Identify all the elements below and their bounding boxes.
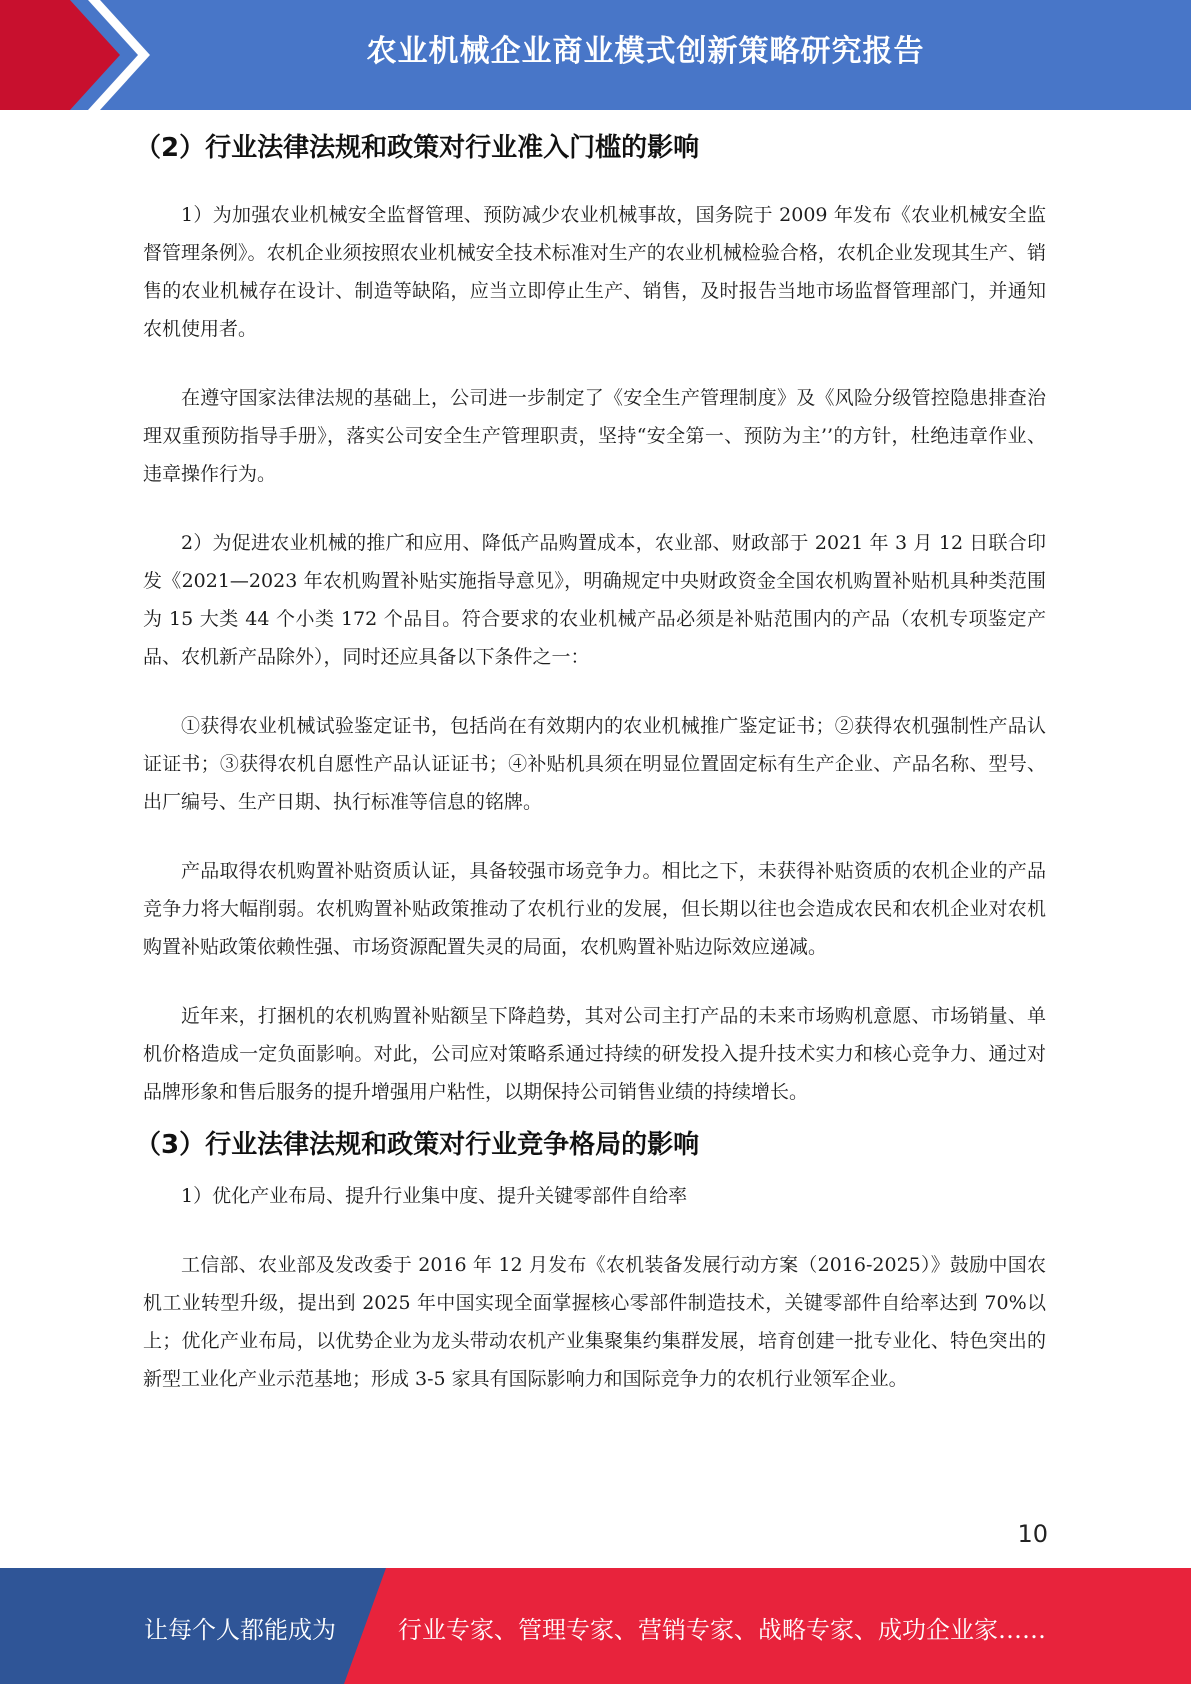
footer-slogan-right: 行业专家、管理专家、营销专家、战略专家、成功企业家…… bbox=[398, 1616, 1046, 1644]
paragraph: 1）优化产业布局、提升行业集中度、提升关键零部件自给率 bbox=[181, 1185, 688, 1207]
page-header bbox=[0, 0, 1191, 110]
report-title: 农业机械企业商业模式创新策略研究报告 bbox=[366, 34, 925, 69]
paragraph: 1）为加强农业机械安全监督管理、预防减少农业机械事故，国务院于 2009 年发布《农业机械安全监督管理条例》。农机企业须按照农业机械安全技术标准对生产的农业机械检验合格，农机企业发现其生产、销售的农业机械存在设计、制造等缺陷，应当立即停止生产、销售，及时报告当地市场监督管理部门，并通知农机使用者。 bbox=[143, 204, 1046, 340]
page-number: 10 bbox=[1017, 1520, 1048, 1548]
section-heading-3: （3）行业法律法规和政策对行业竞争格局的影响 bbox=[135, 1130, 700, 1160]
paragraph: ①获得农业机械试验鉴定证书，包括尚在有效期内的农业机械推广鉴定证书；②获得农机强制性产品认证证书；③获得农机自愿性产品认证证书；④补贴机具须在明显位置固定标有生产企业、产品名称、型号、出厂编号、生产日期、执行标准等信息的铭牌。 bbox=[143, 715, 1046, 813]
paragraph: 工信部、农业部及发改委于 2016 年 12 月发布《农机装备发展行动方案（2016-2025）》鼓励中国农机工业转型升级，提出到 2025 年中国实现全面掌握核心零部件制造技术，关键零部件自给率达到 70%以上；优化产业布局，以优势企业为龙头带动农机产业集聚集约集群发展，培育创建一批专业化、特色突出的新型工业化产业示范基地；形成 3-5 家具有国际影响力和国际竞争力的农机行业领军企业。 bbox=[143, 1254, 1046, 1390]
paragraph: 近年来，打捆机的农机购置补贴额呈下降趋势，其对公司主打产品的未来市场购机意愿、市场销量、单机价格造成一定负面影响。对此，公司应对策略系通过持续的研发投入提升技术实力和核心竞争力、通过对品牌形象和售后服务的提升增强用户粘性，以期保持公司销售业绩的持续增长。 bbox=[143, 1005, 1046, 1103]
paragraph: 产品取得农机购置补贴资质认证，具备较强市场竞争力。相比之下，未获得补贴资质的农机企业的产品竞争力将大幅削弱。农机购置补贴政策推动了农机行业的发展，但长期以往也会造成农民和农机企业对农机购置补贴政策依赖性强、市场资源配置失灵的局面，农机购置补贴边际效应递减。 bbox=[143, 860, 1046, 958]
section-heading-2: （2）行业法律法规和政策对行业准入门槛的影响 bbox=[135, 133, 700, 163]
paragraph: 2）为促进农业机械的推广和应用、降低产品购置成本，农业部、财政部于 2021 年 3 月 12 日联合印发《2021—2023 年农机购置补贴实施指导意见》，明确规定中央财政资金全国农机购置补贴机具种类范围为 15 大类 44 个小类 172 个品目。符合要求的农业机械产品必须是补贴范围内的产品（农机专项鉴定产品、农机新产品除外），同时还应具备以下条件之一： bbox=[143, 532, 1046, 668]
paragraph: 在遵守国家法律法规的基础上，公司进一步制定了《安全生产管理制度》及《风险分级管控隐患排查治理双重预防指导手册》，落实公司安全生产管理职责，坚持“安全第一、预防为主’’的方针，杜绝违章作业、违章操作行为。 bbox=[143, 387, 1046, 485]
main-content bbox=[135, 122, 1046, 1398]
page-footer bbox=[0, 1568, 1191, 1684]
footer-slogan-left: 让每个人都能成为 bbox=[144, 1616, 336, 1644]
